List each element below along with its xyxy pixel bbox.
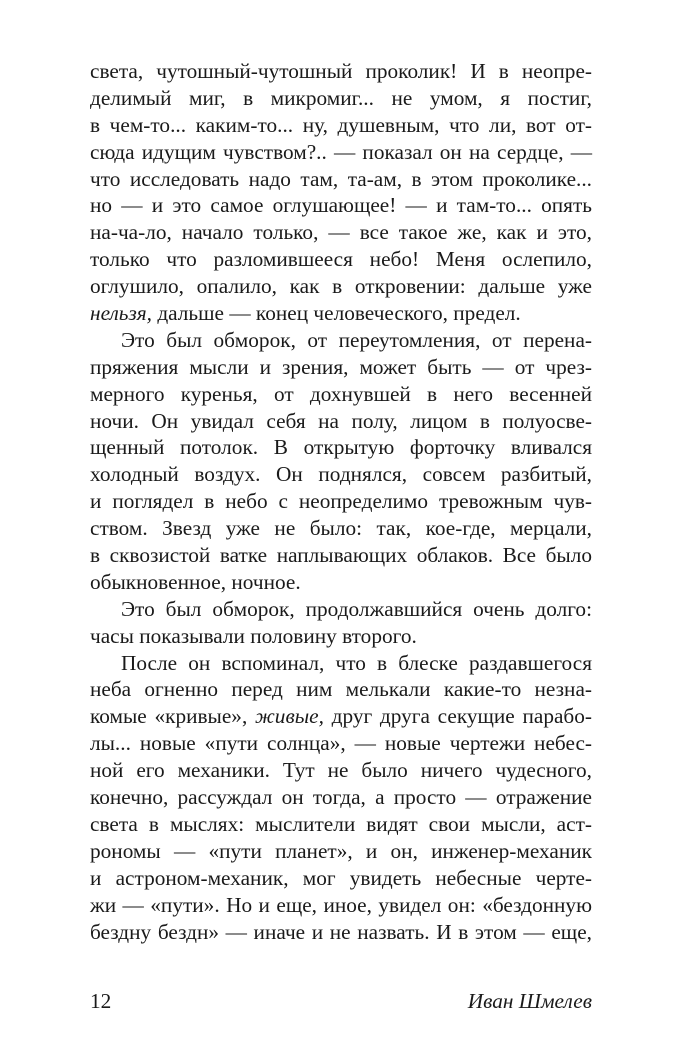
- text-line: оглушило, опалило, как в откровении: дальше уже: [90, 274, 592, 299]
- text-line: часы показывали половину второго.: [90, 623, 417, 648]
- text-line: пряжения мысли и зрения, может быть — от чрез-: [90, 354, 592, 379]
- text-line: нельзя, дальше — конец человеческого, предел.: [90, 301, 521, 326]
- text-line: ством. Звезд уже не было: так, кое-где, мерцали,: [90, 516, 592, 541]
- text-line: света в мыслях: мыслители видят свои мысли, аст-: [90, 811, 592, 836]
- text-line: рономы — «пути планет», и он, инженер-механик: [90, 838, 592, 863]
- text-line: мерного куренья, от дохнувшей в него весенней: [90, 381, 592, 406]
- text-line: что исследовать надо там, та-ам, в этом проколике...: [90, 166, 592, 191]
- page-number: 12: [90, 989, 112, 1013]
- text-line: и поглядел в небо с неопределимо тревожным чув-: [90, 489, 592, 514]
- paragraph-first-line: После он вспоминал, что в блеске раздавшегося: [121, 650, 592, 675]
- text-line: комые «кривые», живые, друг друга секущие парабо-: [90, 704, 592, 729]
- text-line: обыкновенное, ночное.: [90, 569, 301, 594]
- paragraph-first-line: Это был обморок, от переутомления, от перена-: [121, 327, 592, 352]
- running-title: Иван Шмелев: [467, 989, 592, 1013]
- emphasis: живые,: [255, 704, 324, 729]
- text-line: жи — «пути». Но и еще, иное, увидел он: «бездонную: [90, 892, 592, 917]
- text-line: неба огненно перед ним мелькали какие-то незна-: [90, 677, 592, 702]
- text-line: холодный воздух. Он поднялся, совсем разбитый,: [90, 462, 592, 487]
- text-line: ночи. Он увидал себя на полу, лицом в полуосве-: [90, 408, 592, 433]
- page-body: [90, 58, 592, 945]
- paragraph-first-line: Это был обморок, продолжавшийся очень долго:: [121, 596, 592, 621]
- emphasis: нельзя,: [90, 301, 152, 326]
- text-line: в сквозистой ватке наплывающих облаков. Все было: [90, 543, 592, 568]
- text-line: на-ча-ло, начало только, — все такое же, как и это,: [90, 220, 592, 245]
- text-line: сюда идущим чувством?.. — показал он на сердце, —: [90, 139, 592, 164]
- text-line: конечно, рассуждал он тогда, а просто — отражение: [90, 785, 592, 810]
- page-footer: [90, 986, 592, 1016]
- text-line: света, чутошный-чутошный проколик! И в неопре-: [90, 59, 592, 83]
- text-line: только что разломившееся небо! Меня ослепило,: [90, 247, 592, 272]
- text-line: в чем-то... каким-то... ну, душевным, что ли, вот от-: [90, 112, 592, 137]
- text-line: но — и это самое оглушающее! — и там-то... опять: [90, 193, 592, 218]
- text-line: и астроном-механик, мог увидеть небесные черте-: [90, 865, 592, 890]
- text-line: бездну бездн» — иначе и не назвать. И в этом — еще,: [90, 919, 592, 944]
- text-line: щенный потолок. В открытую форточку вливался: [90, 435, 592, 460]
- text-line: делимый миг, в микромиг... не умом, я постиг,: [90, 85, 592, 110]
- text-line: ной его механики. Тут не было ничего чудесного,: [90, 758, 592, 783]
- text-line: лы... новые «пути солнца», — новые чертежи небес-: [90, 731, 592, 756]
